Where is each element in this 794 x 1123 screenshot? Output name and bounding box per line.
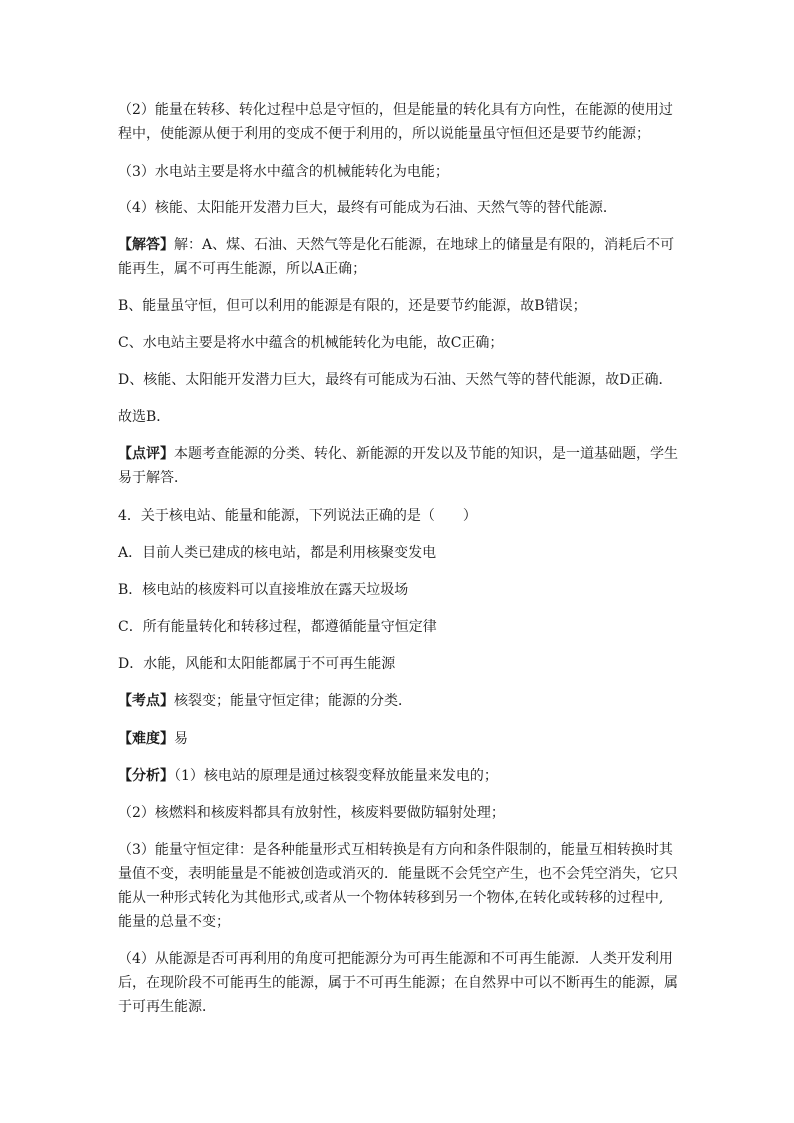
question-4-option-d	[118, 652, 678, 676]
knowledge-tag: 【考点】	[118, 693, 174, 709]
answer-choice	[118, 405, 678, 429]
text-line: 后，在现阶段不可能再生的能源，属于不可再生能源；在自然界中可以不断再生的能源，属	[118, 975, 678, 991]
text-line: 【点评】本题考查能源的分类、转化、新能源的开发以及节能的知识，是一道基础题，学生	[118, 446, 678, 462]
analysis-point-3	[118, 160, 678, 184]
question-4-option-b	[118, 578, 678, 602]
analysis-point-4	[118, 196, 678, 220]
text-line: 量值不变，表明能量是不能被创造或消灭的．能量既不会凭空产生，也不会凭空消失，它只	[118, 866, 678, 882]
difficulty-tag: 【难度】	[118, 731, 174, 747]
text-line: 能量的总量不变；	[118, 914, 230, 930]
answer-option-d	[118, 368, 678, 392]
text-line: 【难度】易	[118, 731, 188, 747]
text-line: （4）核能、太阳能开发潜力巨大，最终有可能成为石油、天然气等的替代能源．	[118, 200, 617, 216]
text-line: 程中，使能源从便于利用的变成不便于利用的，所以说能量虽守恒但还是要节约能源；	[118, 126, 650, 142]
text-line: D．水能，风能和太阳能都属于不可再生能源	[118, 656, 396, 672]
knowledge-point-section	[118, 689, 678, 713]
text-line: 【考点】核裂变；能量守恒定律；能源的分类．	[118, 693, 412, 709]
answer-option-c	[118, 331, 678, 355]
answer-option-b	[118, 294, 678, 318]
difficulty-section	[118, 727, 678, 751]
analysis-item-2	[118, 801, 678, 825]
text-line: 于可再生能源．	[118, 999, 216, 1015]
text-line: 能再生，属不可再生能源，所以A正确；	[118, 261, 367, 277]
text-line: 4．关于核电站、能量和能源，下列说法正确的是（ ）	[118, 508, 477, 524]
analysis-section	[118, 764, 678, 788]
text-line: B、能量虽守恒，但可以利用的能源是有限的，还是要节约能源，故B错误；	[118, 298, 587, 314]
text-line: （3）能量守恒定律：是各种能量形式互相转换是有方向和条件限制的，能量互相转换时其	[118, 842, 673, 858]
text-line: （3）水电站主要是将水中蕴含的机械能转化为电能；	[118, 164, 449, 180]
answer-tag: 【解答】	[118, 237, 174, 253]
text-line: B．核电站的核废料可以直接堆放在露天垃圾场	[118, 582, 409, 598]
text-line: （2）核燃料和核废料都具有放射性，核废料要做防辐射处理；	[118, 805, 505, 821]
text-line: A．目前人类已建成的核电站，都是利用核聚变发电	[118, 545, 437, 561]
text-line: 【分析】（1）核电站的原理是通过核裂变释放能量来发电的；	[118, 768, 498, 784]
analysis-item-3	[118, 838, 678, 934]
comment-section	[118, 442, 678, 490]
analysis-point-2	[118, 98, 678, 146]
question-4-option-a	[118, 541, 678, 565]
text-line: C．所有能量转化和转移过程，都遵循能量守恒定律	[118, 619, 437, 635]
analysis-item-4	[118, 947, 678, 1019]
analysis-tag: 【分析】	[118, 768, 174, 784]
text-line: （2）能量在转移、转化过程中总是守恒的，但是能量的转化具有方向性，在能源的使用过	[118, 102, 673, 118]
text-line: D、核能、太阳能开发潜力巨大，最终有可能成为石油、天然气等的替代能源，故D正确．	[118, 372, 673, 388]
text-line: 易于解答．	[118, 470, 188, 486]
text-line: C、水电站主要是将水中蕴含的机械能转化为电能，故C正确；	[118, 335, 504, 351]
text-line: 【解答】解：A、煤、石油、天然气等是化石能源，在地球上的储量是有限的，消耗后不可	[118, 237, 675, 253]
question-4-option-c	[118, 615, 678, 639]
text-line: （4）从能源是否可再利用的角度可把能源分为可再生能源和不可再生能源．人类开发利用	[118, 951, 673, 967]
text-line: 能从一种形式转化为其他形式,或者从一个物体转移到另一个物体,在转化或转移的过程中,	[118, 890, 664, 906]
comment-tag: 【点评】	[118, 446, 174, 462]
answer-section	[118, 233, 678, 281]
question-4-stem	[118, 504, 678, 528]
text-line: 故选B．	[118, 409, 171, 425]
